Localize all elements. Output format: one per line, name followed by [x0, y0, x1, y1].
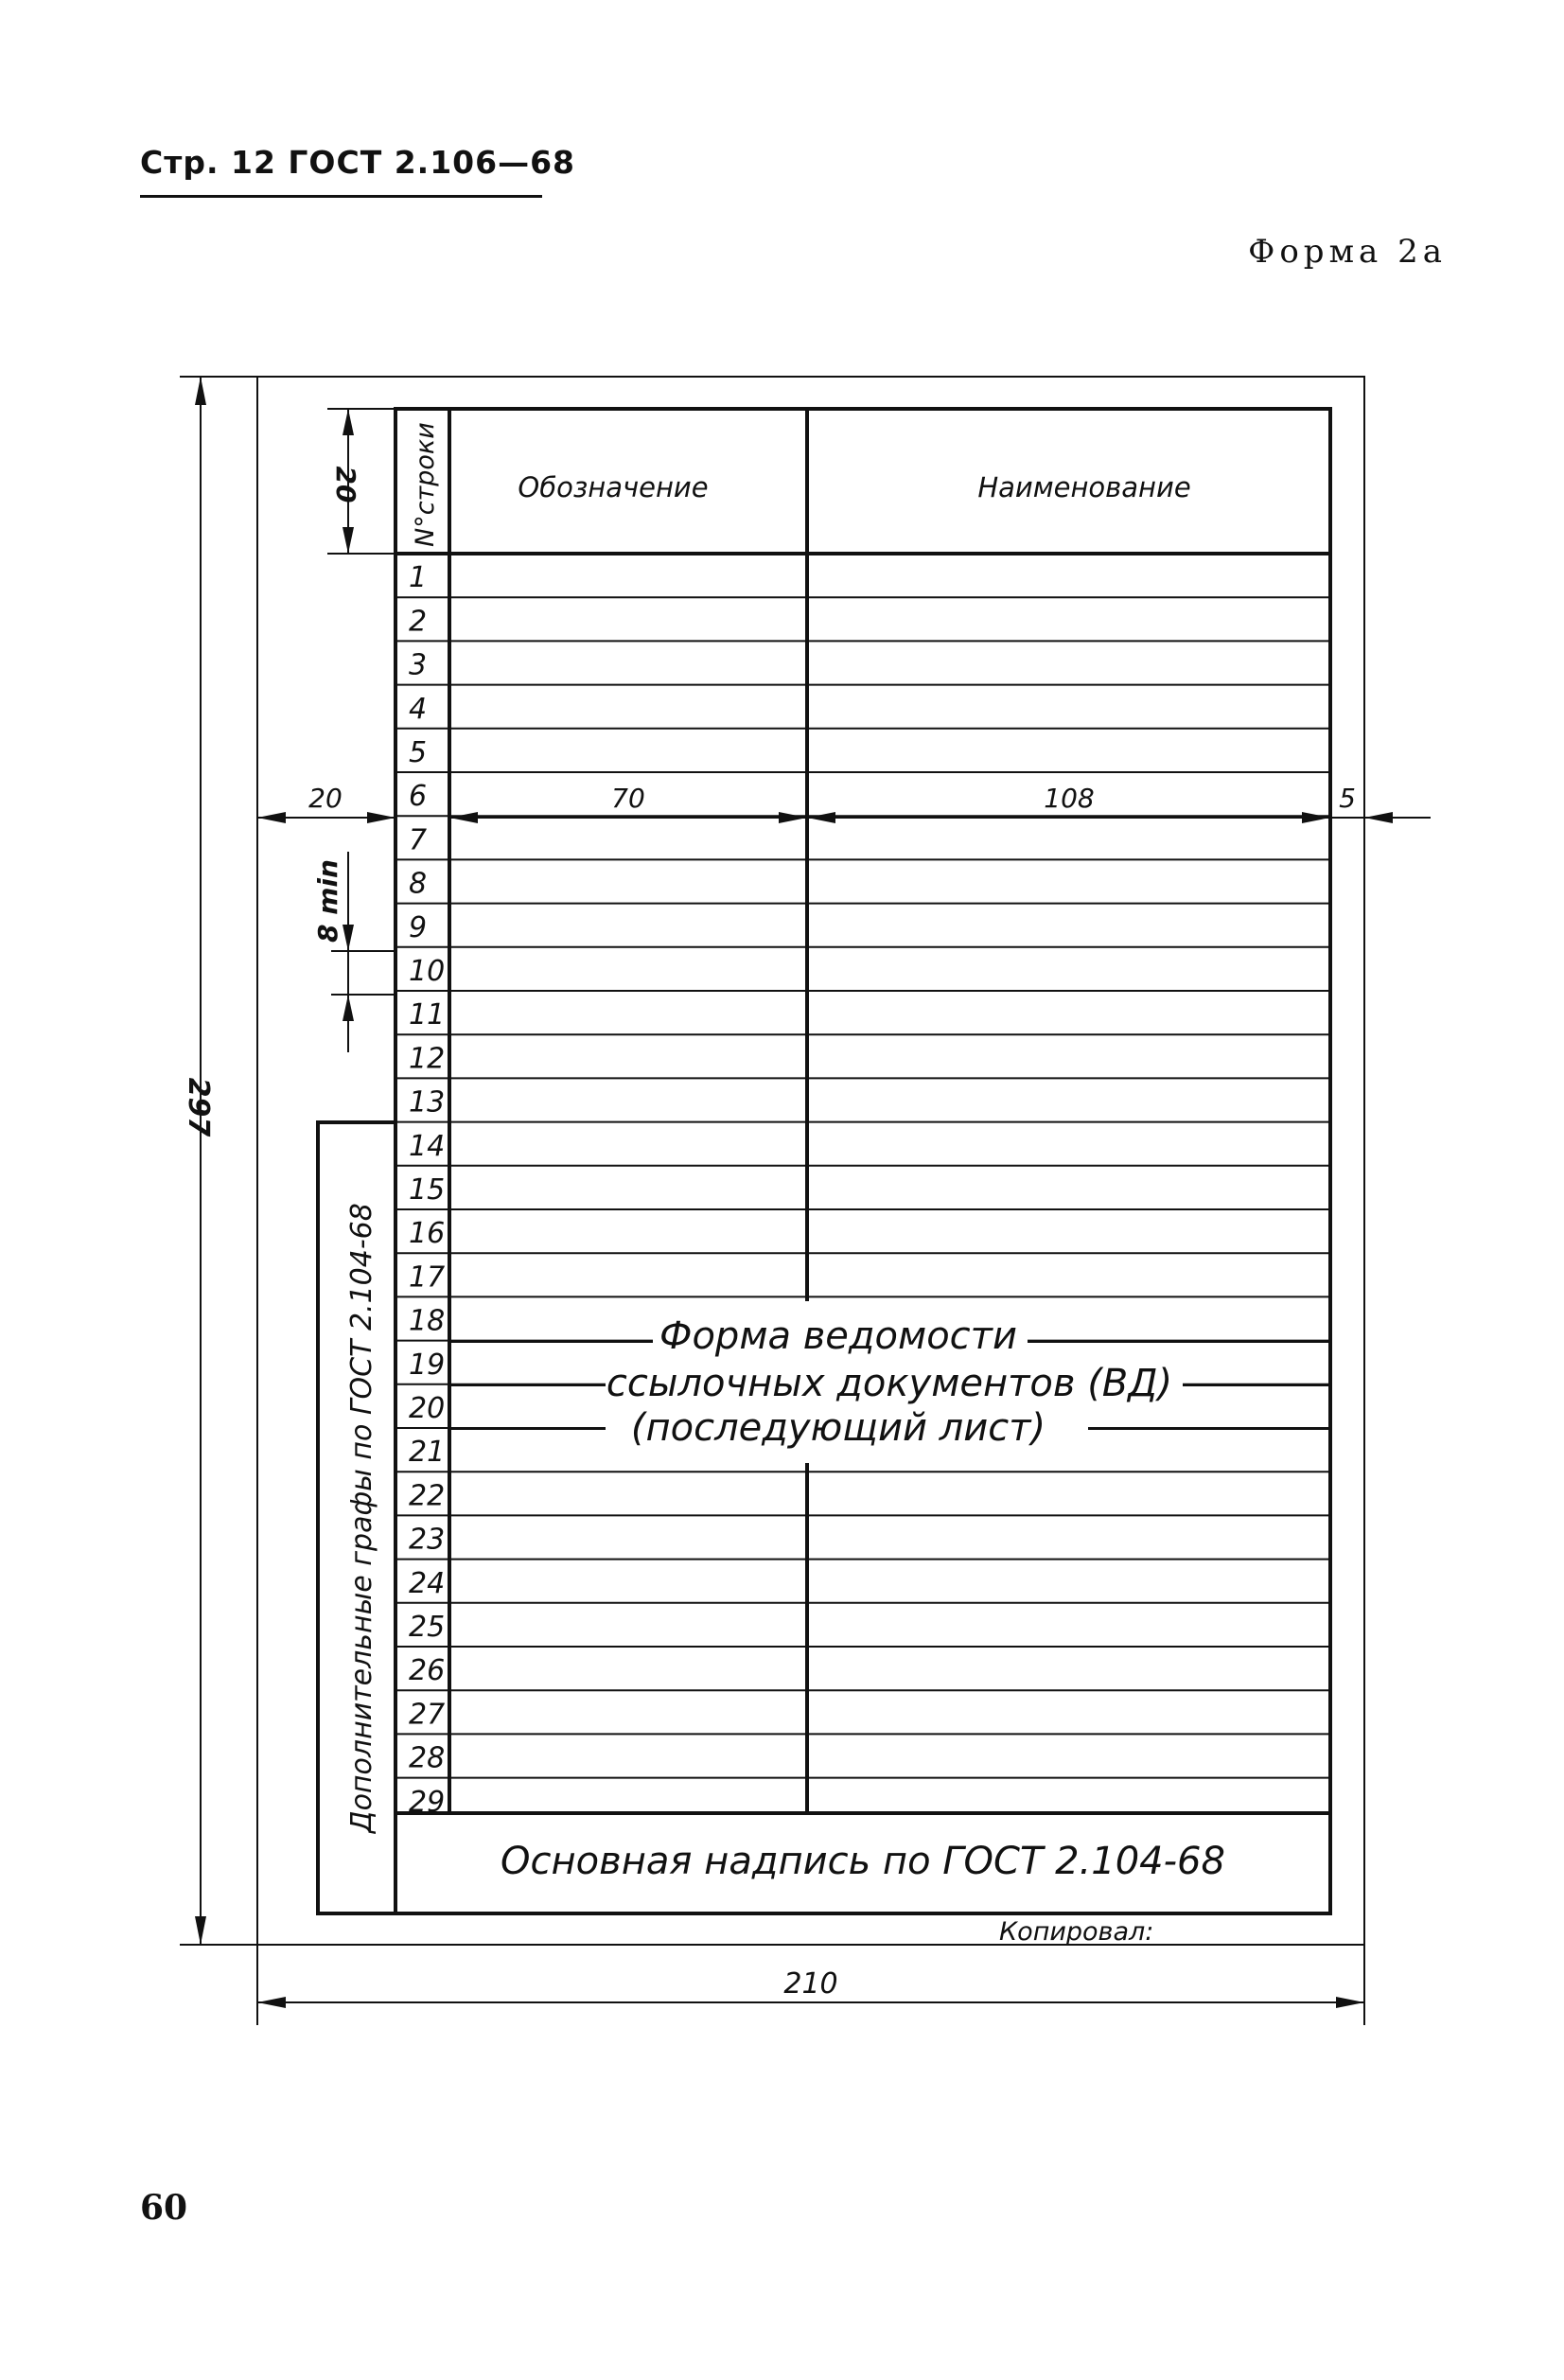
row-number: 21 — [409, 1436, 446, 1470]
side-panel-text: Дополнительные графы по ГОСТ 2.104-68 — [345, 1203, 378, 1833]
dim-col-name-label: 108 — [1044, 783, 1095, 814]
center-title-line-text-3: (последующий лист) — [630, 1406, 1046, 1450]
row-number: 27 — [409, 1698, 446, 1732]
row-lines — [395, 597, 1330, 1777]
col-designation-header: Обозначение — [518, 471, 709, 503]
row-number: 9 — [409, 910, 428, 944]
arrow-210-right — [1336, 1997, 1364, 2008]
row-number: 17 — [409, 1261, 446, 1295]
dim-right-label: 5 — [1339, 783, 1356, 814]
row-number: 7 — [409, 823, 428, 857]
row-number: 6 — [409, 780, 428, 814]
row-number: 23 — [409, 1523, 446, 1557]
arrow-header-bottom — [343, 527, 354, 554]
row-number: 15 — [409, 1173, 446, 1207]
row-number: 10 — [409, 955, 446, 988]
dim-row-label: 8 min — [312, 859, 343, 943]
main-frame — [395, 409, 1330, 1913]
row-number: 18 — [409, 1304, 446, 1338]
arrow-col-start — [449, 812, 478, 823]
copied-by-label: Копировал: — [999, 1917, 1154, 1947]
row-number: 19 — [409, 1348, 446, 1382]
arrow-row-bottom — [343, 995, 354, 1021]
title-block-text: Основная надпись по ГОСТ 2.104-68 — [501, 1840, 1225, 1883]
page-reference: Стр. 12 ГОСТ 2.106—68 — [140, 144, 576, 181]
arrow-header-top — [343, 409, 354, 435]
row-number: 11 — [409, 998, 446, 1032]
dim-header-label: 20 — [330, 466, 361, 503]
row-number: 13 — [409, 1085, 446, 1119]
arrow-297-top — [195, 377, 206, 405]
dim-col-designation-label: 70 — [611, 783, 645, 814]
center-title-line-text-1: Форма ведомости — [659, 1314, 1017, 1358]
arrow-left-start — [257, 812, 286, 823]
row-number: 12 — [409, 1042, 446, 1076]
col-name-header: Наименование — [977, 471, 1191, 503]
arrow-right-margin — [1364, 812, 1393, 823]
row-number: 1 — [409, 561, 428, 595]
row-number: 16 — [409, 1217, 446, 1251]
row-number: 14 — [409, 1129, 446, 1163]
form-label: Форма 2а — [1248, 233, 1447, 271]
arrow-col-mid-left — [779, 812, 807, 823]
row-number: 28 — [409, 1741, 446, 1775]
dim-left-label: 20 — [308, 783, 343, 814]
arrow-row-top — [343, 925, 354, 951]
arrow-210-left — [257, 1997, 286, 2008]
row-numbers — [409, 561, 445, 1819]
row-number: 26 — [409, 1654, 446, 1688]
row-number: 4 — [409, 692, 428, 726]
row-number: 24 — [409, 1566, 446, 1600]
center-title — [449, 1304, 1330, 1454]
row-number: 2 — [409, 605, 428, 639]
col-number-header: N°строки — [411, 422, 440, 547]
row-number: 8 — [409, 867, 428, 901]
row-number: 29 — [409, 1785, 446, 1819]
dim-210-label: 210 — [783, 1967, 838, 2001]
page-number: 60 — [140, 2188, 188, 2228]
row-number: 20 — [409, 1392, 446, 1425]
row-number: 5 — [409, 736, 428, 769]
arrow-col-end — [1302, 812, 1330, 823]
dim-297-label: 297 — [182, 1077, 215, 1137]
arrow-col-mid-right — [807, 812, 835, 823]
arrow-left-end — [367, 812, 395, 823]
arrow-297-bottom — [195, 1916, 206, 1945]
row-number: 3 — [409, 648, 428, 682]
center-title-line-text-2: ссылочных документов (ВД) — [606, 1362, 1173, 1405]
row-number: 22 — [409, 1479, 446, 1513]
row-number: 25 — [409, 1611, 446, 1644]
